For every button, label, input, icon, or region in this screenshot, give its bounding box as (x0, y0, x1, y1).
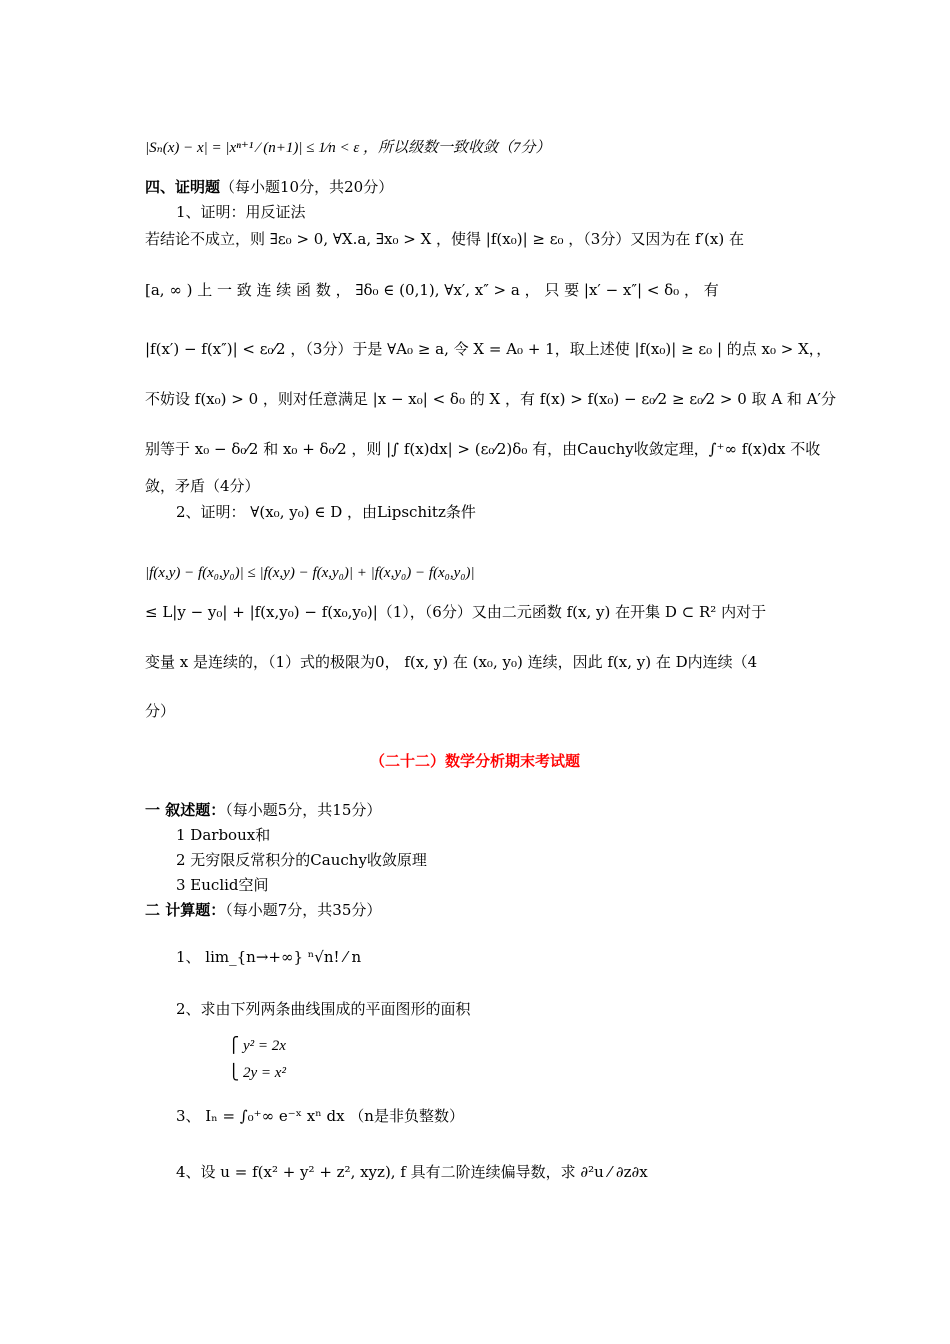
section-heading (145, 177, 393, 197)
text-line: 敛，矛盾（4分） (145, 477, 260, 495)
question: 3、 Iₙ = ∫₀⁺∞ e⁻ˣ xⁿ dx （n是非负整数） (176, 1107, 464, 1125)
list-item: 3 Euclid空间 (176, 876, 269, 894)
text-line: 1、证明：用反证法 (176, 203, 306, 221)
list-item: 1 Darboux和 (176, 826, 271, 844)
equation-line: ⎩ 2y = x² (228, 1065, 286, 1081)
text-line: |f(x,y) − f(x₀,y₀)| ≤ |f(x,y) − f(x,y₀)| + |f(x,y₀) − f(x₀,y₀)| (145, 565, 475, 581)
text-line: 2、证明： ∀(x₀, y₀) ∈ D ，由Lipschitz条件 (176, 503, 476, 521)
equation-line: ⎧ y² = 2x (228, 1038, 286, 1054)
part-note: （每小题5分，共15分） (225, 801, 382, 819)
text-line: [a, ∞ ) 上 一 致 连 续 函 数 ， ∃δ₀ ∈ (0,1), ∀x′, x″ > a ， 只 要 |x′ − x″| < δ₀ ， 有 (145, 281, 719, 299)
part-note: （每小题7分，共35分） (225, 901, 382, 919)
list-item: 2 无穷限反常积分的Cauchy收敛原理 (176, 851, 427, 869)
heading-note: （每小题10分，共20分） (220, 178, 394, 196)
part-label: 一 叙述题： (145, 801, 226, 819)
part-label: 二 计算题： (145, 901, 226, 919)
text-line: 变量 x 是连续的，（1）式的极限为0， f(x, y) 在 (x₀, y₀) 连续，因此 f(x, y) 在 D内连续（4 (145, 653, 758, 671)
text-line: 不妨设 f(x₀) > 0 ，则对任意满足 |x − x₀| < δ₀ 的 X ，有 f(x) > f(x₀) − ε₀⁄2 ≥ ε₀⁄2 > 0 取 A 和 A′分 (145, 390, 836, 408)
section-title: （二十二）数学分析期末考试题 (369, 752, 580, 770)
text-line: 分） (145, 702, 176, 720)
question: 2、求由下列两条曲线围成的平面图形的面积 (176, 1000, 471, 1018)
part-heading (145, 800, 381, 820)
text-line: 别等于 x₀ − δ₀⁄2 和 x₀ + δ₀⁄2 ，则 |∫ f(x)dx| > (ε₀⁄2)δ₀ 有，由Cauchy收敛定理，∫⁺∞ f(x)dx 不收 (145, 440, 821, 458)
text-line: |Sₙ(x) − x| = |xⁿ⁺¹ ⁄ (n+1)| ≤ 1⁄n < ε ，所以级数一致收敛（7分） (145, 140, 551, 156)
question: 4、设 u = f(x² + y² + z², xyz), f 具有二阶连续偏导数，求 ∂²u ⁄ ∂z∂x (176, 1163, 648, 1181)
text-line: ≤ L|y − y₀| + |f(x,y₀) − f(x₀,y₀)|（1），（6分）又由二元函数 f(x, y) 在开集 D ⊂ R² 内对于 (145, 603, 767, 621)
part-heading (145, 900, 381, 920)
text-line: 若结论不成立，则 ∃ε₀ > 0, ∀X.a, ∃x₀ > X ，使得 |f(x₀)| ≥ ε₀ ，（3分）又因为在 f′(x) 在 (145, 230, 744, 248)
text-line: |f(x′) − f(x″)| < ε₀⁄2 ，（3分）于是 ∀A₀ ≥ a, 令 X = A₀ + 1，取上述使 |f(x₀)| ≥ ε₀ | 的点 x₀ > X，， (145, 340, 832, 358)
question: 1、 lim_{n→+∞} ⁿ√n! ⁄ n (176, 948, 362, 966)
heading-label: 四、证明题 (145, 178, 221, 196)
